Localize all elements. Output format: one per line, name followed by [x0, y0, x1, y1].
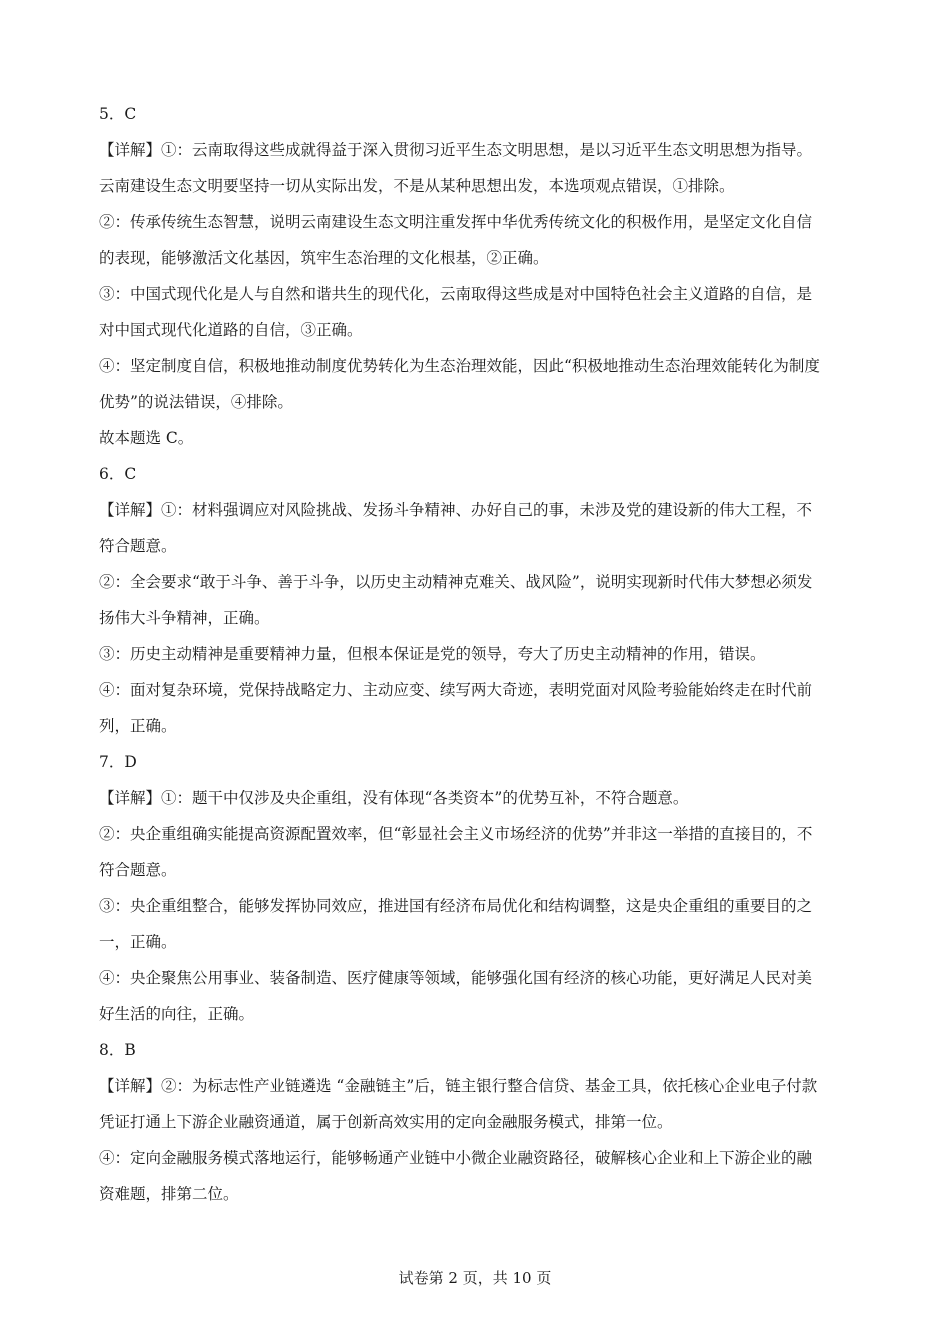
text-line: ③：历史主动精神是重要精神力量，但根本保证是党的领导，夸大了历史主动精神的作用，错误。 — [99, 645, 766, 663]
text-line: 的表现，能够激活文化基因，筑牢生态治理的文化根基，②正确。 — [99, 249, 549, 267]
text-line: 凭证打通上下游企业融资通道，属于创新高效实用的定向金融服务模式，排第一位。 — [99, 1113, 673, 1131]
text-line: 8．B — [99, 1041, 136, 1059]
text-line: 故本题选 C。 — [99, 429, 194, 447]
text-line: ④：定向金融服务模式落地运行，能够畅通产业链中小微企业融资路径，破解核心企业和上下游企业的融 — [99, 1149, 813, 1167]
text-line: 符合题意。 — [99, 861, 177, 879]
answer-content — [99, 96, 854, 1212]
text-line: 对中国式现代化道路的自信，③正确。 — [99, 321, 363, 339]
text-line: ④：央企聚焦公用事业、装备制造、医疗健康等领域，能够强化国有经济的核心功能，更好满足人民对美 — [99, 969, 813, 987]
text-line: 5．C — [99, 105, 137, 123]
text-line: ②：全会要求“敢于斗争、善于斗争，以历史主动精神克难关、战风险”，说明实现新时代伟大梦想必须发 — [99, 573, 813, 591]
text-line: 扬伟大斗争精神，正确。 — [99, 609, 270, 627]
text-line: ③：中国式现代化是人与自然和谐共生的现代化，云南取得这些成是对中国特色社会主义道路的自信，是 — [99, 285, 813, 303]
page-footer: 试卷第 2 页，共 10 页 — [398, 1269, 552, 1287]
text-line: 符合题意。 — [99, 537, 177, 555]
text-line: ④：坚定制度自信，积极地推动制度优势转化为生态治理效能，因此“积极地推动生态治理效能转化为制度 — [99, 357, 820, 375]
text-line: ②：央企重组确实能提高资源配置效率，但“彰显社会主义市场经济的优势”并非这一举措的直接目的，不 — [99, 825, 813, 843]
text-line: 列，正确。 — [99, 717, 177, 735]
text-line: 好生活的向往，正确。 — [99, 1005, 255, 1023]
text-line: ③：央企重组整合，能够发挥协同效应，推进国有经济布局优化和结构调整，这是央企重组的重要目的之 — [99, 897, 813, 915]
text-line: 【详解】①：云南取得这些成就得益于深入贯彻习近平生态文明思想，是以习近平生态文明思想为指导。 — [99, 141, 813, 159]
text-line: 【详解】②：为标志性产业链遴选 “金融链主”后，链主银行整合信贷、基金工具，依托核心企业电子付款 — [99, 1077, 818, 1095]
text-line: ④：面对复杂环境，党保持战略定力、主动应变、续写两大奇迹，表明党面对风险考验能始终走在时代前 — [99, 681, 813, 699]
text-line: 7．D — [99, 753, 137, 771]
text-line: 一，正确。 — [99, 933, 177, 951]
text-line: 【详解】①：题干中仅涉及央企重组，没有体现“各类资本”的优势互补，不符合题意。 — [99, 789, 689, 807]
text-line: 云南建设生态文明要坚持一切从实际出发，不是从某种思想出发，本选项观点错误，①排除。 — [99, 177, 735, 195]
text-line: 【详解】①：材料强调应对风险挑战、发扬斗争精神、办好自己的事，未涉及党的建设新的伟大工程，不 — [99, 501, 813, 519]
text-line: 资难题，排第二位。 — [99, 1185, 239, 1203]
text-line: 6．C — [99, 465, 137, 483]
text-line: ②：传承传统生态智慧，说明云南建设生态文明注重发挥中华优秀传统文化的积极作用，是坚定文化自信 — [99, 213, 813, 231]
text-line: 优势”的说法错误，④排除。 — [99, 393, 293, 411]
